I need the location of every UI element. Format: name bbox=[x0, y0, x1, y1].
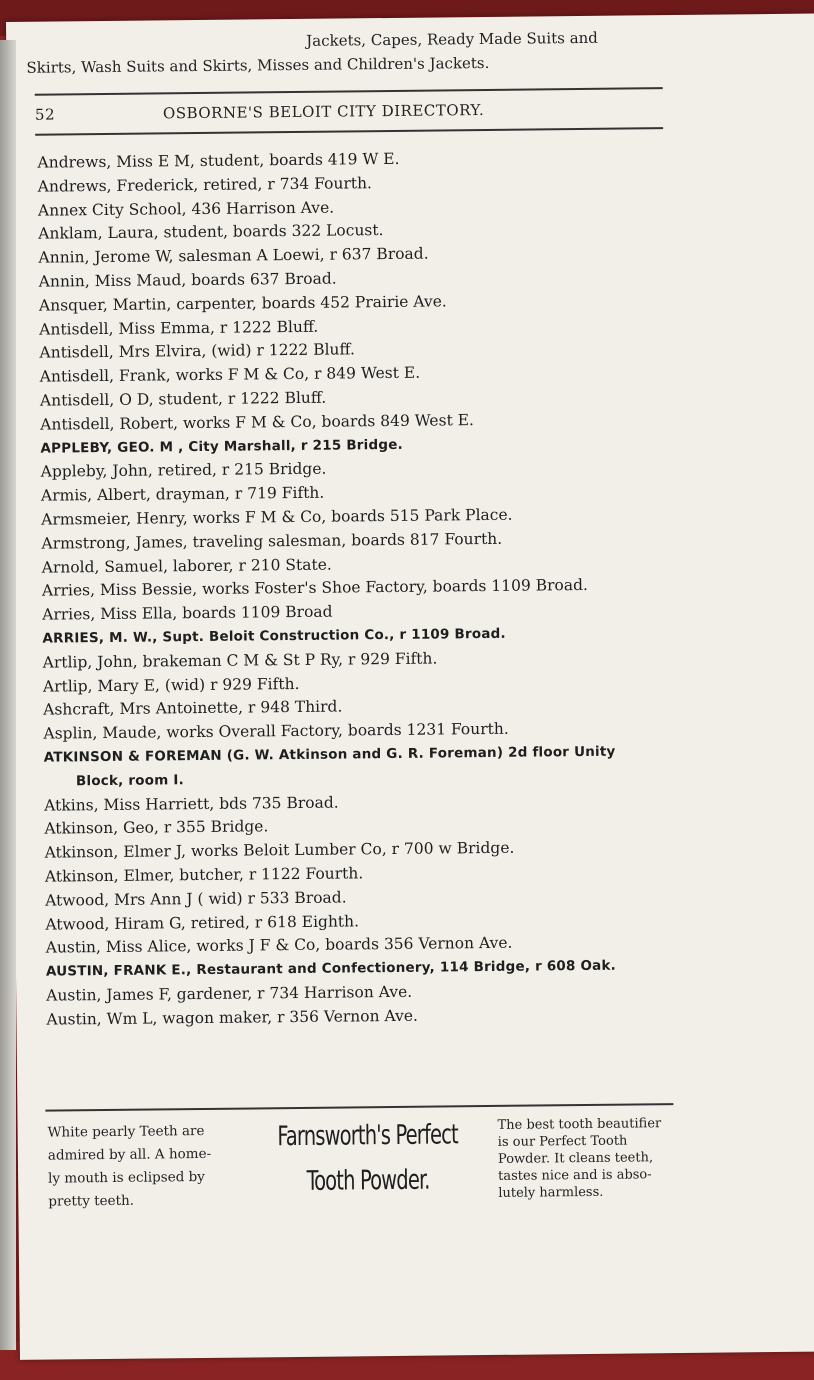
directory-entry: Block, room I. bbox=[75, 771, 184, 790]
directory-entry: Andrews, Miss E M, student, boards 419 W E. bbox=[37, 149, 400, 172]
ad-copy-line: The best tooth beautifier bbox=[497, 1116, 662, 1133]
directory-page bbox=[6, 14, 814, 1360]
directory-entry: Artlip, John, brakeman C M & St P Ry, r 929 Fifth. bbox=[42, 649, 438, 672]
directory-entry: Atwood, Hiram G, retired, r 618 Eighth. bbox=[45, 911, 360, 934]
directory-entry: Antisdell, Robert, works F M & Co, boards 849 West E. bbox=[40, 410, 475, 434]
directory-entry: ATKINSON & FOREMAN (G. W. Atkinson and G. R. Foreman) 2d floor Unity bbox=[43, 743, 616, 766]
directory-entry: Austin, James F, gardener, r 734 Harrison Ave. bbox=[46, 982, 413, 1005]
tooth-powder-advertisement bbox=[48, 1115, 685, 1232]
ad-copy-line: lutely harmless. bbox=[498, 1184, 604, 1201]
directory-entry: APPLEBY, GEO. M , City Marshall, r 215 Bridge. bbox=[40, 436, 403, 457]
directory-entry: Atkinson, Elmer, butcher, r 1122 Fourth. bbox=[44, 864, 364, 886]
ad-copy-line: tastes nice and is abso- bbox=[498, 1167, 652, 1184]
directory-entry: Annin, Miss Maud, boards 637 Broad. bbox=[38, 269, 337, 291]
directory-entry: Annin, Jerome W, salesman A Loewi, r 637 Broad. bbox=[38, 244, 429, 267]
directory-entry: Austin, Wm L, wagon maker, r 356 Vernon Ave. bbox=[46, 1006, 418, 1029]
directory-entry: Armis, Albert, drayman, r 719 Fifth. bbox=[40, 483, 325, 505]
directory-entry: Ansquer, Martin, carpenter, boards 452 Prairie Ave. bbox=[38, 292, 447, 315]
directory-entry: Asplin, Maude, works Overall Factory, boards 1231 Fourth. bbox=[43, 719, 509, 743]
directory-entry: Annex City School, 436 Harrison Ave. bbox=[37, 198, 335, 220]
top-advertisement bbox=[26, 26, 598, 80]
ad-brand-line-2: Tooth Powder. bbox=[306, 1164, 430, 1197]
page-edge bbox=[0, 40, 16, 1350]
directory-entry: Appleby, John, retired, r 215 Bridge. bbox=[40, 460, 327, 482]
top-ad-line-1: Jackets, Capes, Ready Made Suits and bbox=[306, 28, 598, 50]
directory-entry: Atkinson, Elmer J, works Beloit Lumber Co, r 700 w Bridge. bbox=[44, 838, 515, 862]
ad-copy-line: pretty teeth. bbox=[48, 1192, 135, 1210]
directory-entry: AUSTIN, FRANK E., Restaurant and Confectionery, 114 Bridge, r 608 Oak. bbox=[45, 957, 617, 980]
directory-entry: Arnold, Samuel, laborer, r 210 State. bbox=[41, 555, 332, 577]
directory-entry: Atkinson, Geo, r 355 Bridge. bbox=[44, 817, 269, 838]
directory-entries bbox=[37, 145, 686, 1032]
rule-top bbox=[35, 87, 663, 96]
directory-entry: Austin, Miss Alice, works J F & Co, boards 356 Vernon Ave. bbox=[45, 934, 513, 957]
directory-entry: Atkins, Miss Harriett, bds 735 Broad. bbox=[44, 793, 339, 815]
directory-entry: Arries, Miss Bessie, works Foster's Shoe Factory, boards 1109 Broad. bbox=[41, 576, 589, 600]
page-header bbox=[35, 95, 663, 128]
directory-entry: Anklam, Laura, student, boards 322 Locust. bbox=[38, 221, 384, 244]
directory-entry: Antisdell, Frank, works F M & Co, r 849 West E. bbox=[39, 363, 421, 386]
directory-entry: Ashcraft, Mrs Antoinette, r 948 Third. bbox=[43, 697, 343, 719]
top-ad-line-2: Skirts, Wash Suits and Skirts, Misses and Children's Jackets. bbox=[26, 53, 490, 77]
page-number: 52 bbox=[34, 105, 56, 124]
rule-header bbox=[35, 127, 663, 136]
page-title: OSBORNE'S BELOIT CITY DIRECTORY. bbox=[162, 100, 485, 123]
ad-copy-line: ly mouth is eclipsed by bbox=[48, 1168, 205, 1187]
directory-entry: Andrews, Frederick, retired, r 734 Fourth. bbox=[37, 173, 373, 196]
directory-entry: Arries, Miss Ella, boards 1109 Broad bbox=[42, 602, 333, 624]
ad-copy-line: is our Perfect Tooth bbox=[497, 1133, 628, 1150]
ad-right-copy bbox=[497, 1115, 688, 1202]
directory-entry: Antisdell, O D, student, r 1222 Bluff. bbox=[39, 388, 327, 410]
ad-brand-line-1: Farnsworth's Perfect bbox=[277, 1119, 459, 1153]
directory-entry: Atwood, Mrs Ann J ( wid) r 533 Broad. bbox=[45, 888, 347, 910]
ad-brand bbox=[248, 1117, 489, 1198]
directory-entry: ARRIES, M. W., Supt. Beloit Construction Co., r 1109 Broad. bbox=[42, 625, 506, 647]
directory-entry: Antisdell, Miss Emma, r 1222 Bluff. bbox=[39, 317, 319, 339]
directory-entry: Artlip, Mary E, (wid) r 929 Fifth. bbox=[42, 674, 300, 696]
directory-entry: Armstrong, James, traveling salesman, boards 817 Fourth. bbox=[41, 529, 503, 553]
directory-entry: Armsmeier, Henry, works F M & Co, boards 515 Park Place. bbox=[41, 505, 513, 529]
ad-left-copy bbox=[48, 1120, 249, 1214]
ad-copy-line: admired by all. A home- bbox=[47, 1145, 212, 1164]
ad-copy-line: Powder. It cleans teeth, bbox=[497, 1150, 654, 1167]
ad-copy-line: White pearly Teeth are bbox=[47, 1122, 205, 1141]
directory-entry: Antisdell, Mrs Elvira, (wid) r 1222 Bluff. bbox=[39, 340, 355, 363]
rule-bottom bbox=[45, 1103, 673, 1111]
